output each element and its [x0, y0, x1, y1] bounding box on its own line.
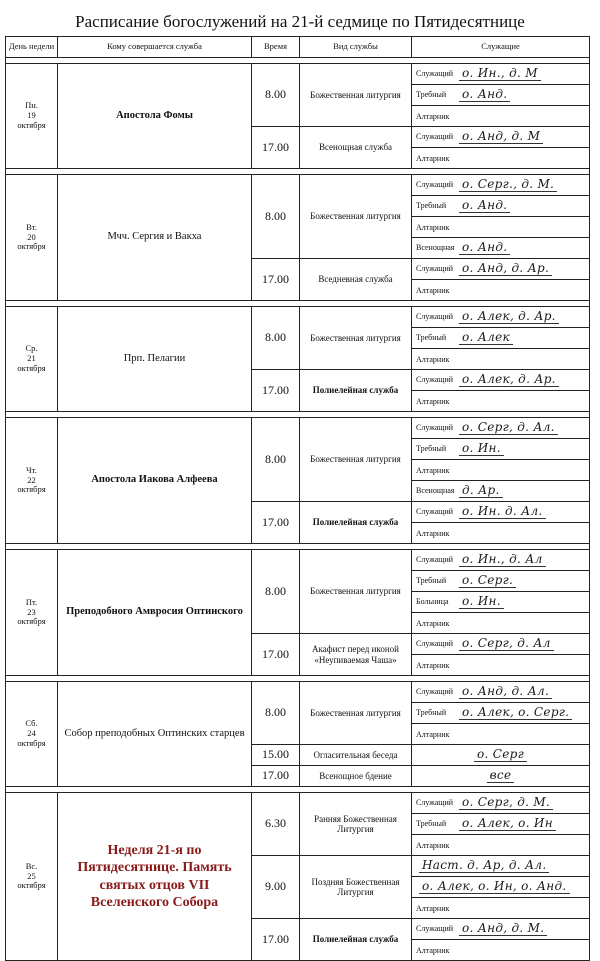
day-cell	[6, 64, 58, 169]
role-label: Алтарник	[416, 223, 450, 233]
clergy-cell	[412, 682, 590, 703]
day-cell	[6, 550, 58, 676]
role-label: Служащий	[416, 423, 454, 433]
clergy-name: Наст. д. Ар, д. Ал.	[419, 858, 549, 873]
role-label: Служащий	[416, 639, 454, 649]
service-name: Божественная литургия	[300, 307, 412, 370]
saint-cell: Прп. Пелагии	[58, 307, 252, 412]
saint-cell: Апостола Фомы	[58, 64, 252, 169]
clergy-cell	[412, 439, 590, 460]
role-label: Служащий	[416, 69, 454, 79]
clergy-cell	[412, 724, 590, 745]
service-time: 8.00	[252, 550, 300, 634]
role-label: Всенощная	[416, 486, 455, 496]
clergy-cell	[412, 196, 590, 217]
service-time: 8.00	[252, 175, 300, 259]
day-line: 25	[27, 870, 36, 881]
service-name: Поздняя Божественная Литургия	[300, 856, 412, 919]
service-time: 8.00	[252, 307, 300, 370]
clergy-name: о. Алек, д. Ар.	[459, 372, 559, 387]
service-time: 17.00	[252, 919, 300, 961]
clergy-cell	[412, 259, 590, 280]
clergy-cell	[412, 571, 590, 592]
role-label: Алтарник	[416, 529, 450, 539]
service-name: Всенощная служба	[300, 127, 412, 169]
day-line: октября	[17, 737, 46, 748]
role-label: Требный	[416, 819, 447, 829]
service-time: 17.00	[252, 502, 300, 544]
clergy-cell	[412, 328, 590, 349]
day-line: 21	[27, 353, 36, 364]
clergy-cell	[412, 64, 590, 85]
clergy-cell	[412, 307, 590, 328]
clergy-cell	[412, 634, 590, 655]
clergy-cell	[412, 391, 590, 412]
role-label: Больница	[416, 597, 449, 607]
service-time: 17.00	[252, 127, 300, 169]
clergy-name: о. Анд, д. Ар.	[459, 261, 552, 276]
clergy-name: д. Ар.	[459, 483, 503, 498]
clergy-cell	[412, 85, 590, 106]
saint-cell: Преподобного Амвросия Оптинского	[58, 550, 252, 676]
clergy-cell	[412, 148, 590, 169]
role-label: Алтарник	[416, 946, 450, 956]
day-line: 24	[27, 728, 36, 739]
service-name: Вседневная служба	[300, 259, 412, 301]
service-time: 8.00	[252, 682, 300, 745]
clergy-name: о. Анд, д. М.	[459, 921, 547, 936]
saint-cell: Неделя 21-я по Пятидесятнице. Память святых отцов VII Вселенского Собора	[58, 793, 252, 961]
clergy-name: о. Ин.	[459, 594, 504, 609]
clergy-name: о. Анд, д. Ал.	[459, 684, 552, 699]
role-label: Алтарник	[416, 355, 450, 365]
clergy-name: о. Анд, д. М	[459, 129, 543, 144]
service-name: Божественная литургия	[300, 550, 412, 634]
clergy-name: о. Ин. д. Ал.	[459, 504, 546, 519]
clergy-cell	[412, 106, 590, 127]
service-name: Полиелейная служба	[300, 502, 412, 544]
service-name: Всенощное бдение	[300, 766, 412, 787]
clergy-cell	[412, 940, 590, 961]
clergy-cell	[412, 703, 590, 724]
service-time: 15.00	[252, 745, 300, 766]
clergy-cell	[412, 814, 590, 835]
role-label: Требный	[416, 576, 447, 586]
clergy-cell	[412, 898, 590, 919]
clergy-cell	[412, 745, 590, 766]
role-label: Служащий	[416, 375, 454, 385]
role-label: Служащий	[416, 555, 454, 565]
table-row	[6, 64, 590, 85]
role-label: Алтарник	[416, 841, 450, 851]
clergy-name: о. Алек, о. Ин, о. Анд.	[419, 879, 570, 894]
clergy-name: о. Серг., д. М.	[459, 177, 557, 192]
service-time: 17.00	[252, 259, 300, 301]
saint-cell: Собор преподобных Оптинских старцев	[58, 682, 252, 787]
role-label: Требный	[416, 333, 447, 343]
role-label: Служащий	[416, 507, 454, 517]
role-label: Служащий	[416, 264, 454, 274]
clergy-cell	[412, 793, 590, 814]
day-line: 19	[27, 110, 36, 121]
role-label: Требный	[416, 201, 447, 211]
service-name: Божественная литургия	[300, 418, 412, 502]
clergy-cell	[412, 418, 590, 439]
day-line: октября	[17, 484, 46, 495]
table-row	[6, 175, 590, 196]
day-line: Пн.	[25, 100, 38, 111]
page-title: Расписание богослужений на 21-й седмице по Пятидесятнице	[75, 12, 525, 31]
clergy-name: о. Ин.	[459, 441, 504, 456]
day-line: октября	[17, 880, 46, 891]
clergy-name: о. Анд.	[459, 198, 510, 213]
clergy-name: о. Алек, о. Ин	[459, 816, 556, 831]
service-name: Ранняя Божественная Литургия	[300, 793, 412, 856]
service-name: Огласительная беседа	[300, 745, 412, 766]
clergy-name: о. Серг, д. Ал.	[459, 420, 558, 435]
clergy-cell	[412, 592, 590, 613]
clergy-cell	[412, 217, 590, 238]
clergy-cell	[412, 238, 590, 259]
day-line: 20	[27, 231, 36, 242]
role-label: Алтарник	[416, 154, 450, 164]
service-name: Божественная литургия	[300, 64, 412, 127]
role-label: Алтарник	[416, 730, 450, 740]
clergy-cell	[412, 550, 590, 571]
day-cell	[6, 682, 58, 787]
role-label: Всенощная	[416, 243, 455, 253]
day-line: 23	[27, 606, 36, 617]
service-name: Полиелейная служба	[300, 370, 412, 412]
day-line: Сб.	[25, 718, 38, 729]
clergy-name: о. Алек	[459, 330, 513, 345]
service-time: 9.00	[252, 856, 300, 919]
role-label: Алтарник	[416, 904, 450, 914]
clergy-cell	[412, 175, 590, 196]
header-row	[6, 37, 590, 58]
service-name: Божественная литургия	[300, 682, 412, 745]
clergy-cell	[412, 919, 590, 940]
role-label: Алтарник	[416, 112, 450, 122]
role-label: Алтарник	[416, 661, 450, 671]
service-time: 6.30	[252, 793, 300, 856]
clergy-cell	[412, 370, 590, 391]
clergy-name: все	[487, 768, 515, 783]
clergy-cell	[412, 766, 590, 787]
clergy-cell	[412, 835, 590, 856]
role-label: Алтарник	[416, 619, 450, 629]
table-row	[6, 307, 590, 328]
clergy-cell	[412, 460, 590, 481]
role-label: Требный	[416, 444, 447, 454]
service-time: 17.00	[252, 766, 300, 787]
day-line: Пт.	[25, 596, 38, 607]
day-line: октября	[17, 362, 46, 373]
role-label: Служащий	[416, 132, 454, 142]
table-row	[6, 793, 590, 814]
clergy-cell	[412, 523, 590, 544]
day-line: Вс.	[25, 860, 38, 871]
clergy-name: о. Ин., д. М	[459, 66, 541, 81]
header-clergy: Служащие	[412, 37, 590, 58]
header-service: Вид службы	[300, 37, 412, 58]
role-label: Служащий	[416, 312, 454, 322]
clergy-cell	[412, 856, 590, 877]
table-row	[6, 550, 590, 571]
schedule-table	[5, 36, 590, 961]
clergy-cell	[412, 280, 590, 301]
header-time: Время	[252, 37, 300, 58]
clergy-name: о. Анд.	[459, 240, 510, 255]
service-name: Божественная литургия	[300, 175, 412, 259]
clergy-name: о. Серг, д. М.	[459, 795, 553, 810]
service-time: 17.00	[252, 634, 300, 676]
clergy-cell	[412, 127, 590, 148]
clergy-cell	[412, 481, 590, 502]
role-label: Алтарник	[416, 466, 450, 476]
service-time: 8.00	[252, 64, 300, 127]
day-line: Ср.	[25, 343, 38, 354]
role-label: Служащий	[416, 924, 454, 934]
day-line: 22	[27, 474, 36, 485]
day-cell	[6, 175, 58, 301]
clergy-name: о. Алек, о. Серг.	[459, 705, 572, 720]
day-line: октября	[17, 119, 46, 130]
saint-cell: Апостола Иакова Алфеева	[58, 418, 252, 544]
clergy-cell	[412, 502, 590, 523]
clergy-name: о. Ин., д. Ал	[459, 552, 546, 567]
role-label: Алтарник	[416, 397, 450, 407]
clergy-cell	[412, 349, 590, 370]
role-label: Служащий	[416, 687, 454, 697]
clergy-cell	[412, 655, 590, 676]
role-label: Требный	[416, 708, 447, 718]
service-name: Полиелейная служба	[300, 919, 412, 961]
day-cell	[6, 307, 58, 412]
table-row	[6, 682, 590, 703]
service-time: 8.00	[252, 418, 300, 502]
day-cell	[6, 793, 58, 961]
clergy-name: о. Серг, д. Ал	[459, 636, 554, 651]
table-row	[6, 418, 590, 439]
clergy-name: о. Серг.	[459, 573, 516, 588]
day-cell	[6, 418, 58, 544]
header-saint: Кому совершается служба	[58, 37, 252, 58]
schedule-body	[6, 58, 590, 961]
clergy-cell	[412, 613, 590, 634]
role-label: Служащий	[416, 180, 454, 190]
clergy-cell	[412, 877, 590, 898]
clergy-name: о. Анд.	[459, 87, 510, 102]
day-line: октября	[17, 616, 46, 627]
clergy-name: о. Алек, д. Ар.	[459, 309, 559, 324]
clergy-name: о. Серг	[474, 747, 527, 762]
day-line: октября	[17, 241, 46, 252]
role-label: Алтарник	[416, 286, 450, 296]
role-label: Служащий	[416, 798, 454, 808]
day-line: Вт.	[26, 221, 37, 232]
saint-cell: Мчч. Сергия и Вакха	[58, 175, 252, 301]
service-time: 17.00	[252, 370, 300, 412]
day-line: Чт.	[26, 464, 37, 475]
service-name: Акафист перед иконой «Неупиваемая Чаша»	[300, 634, 412, 676]
header-day: День недели	[6, 37, 58, 58]
role-label: Требный	[416, 90, 447, 100]
